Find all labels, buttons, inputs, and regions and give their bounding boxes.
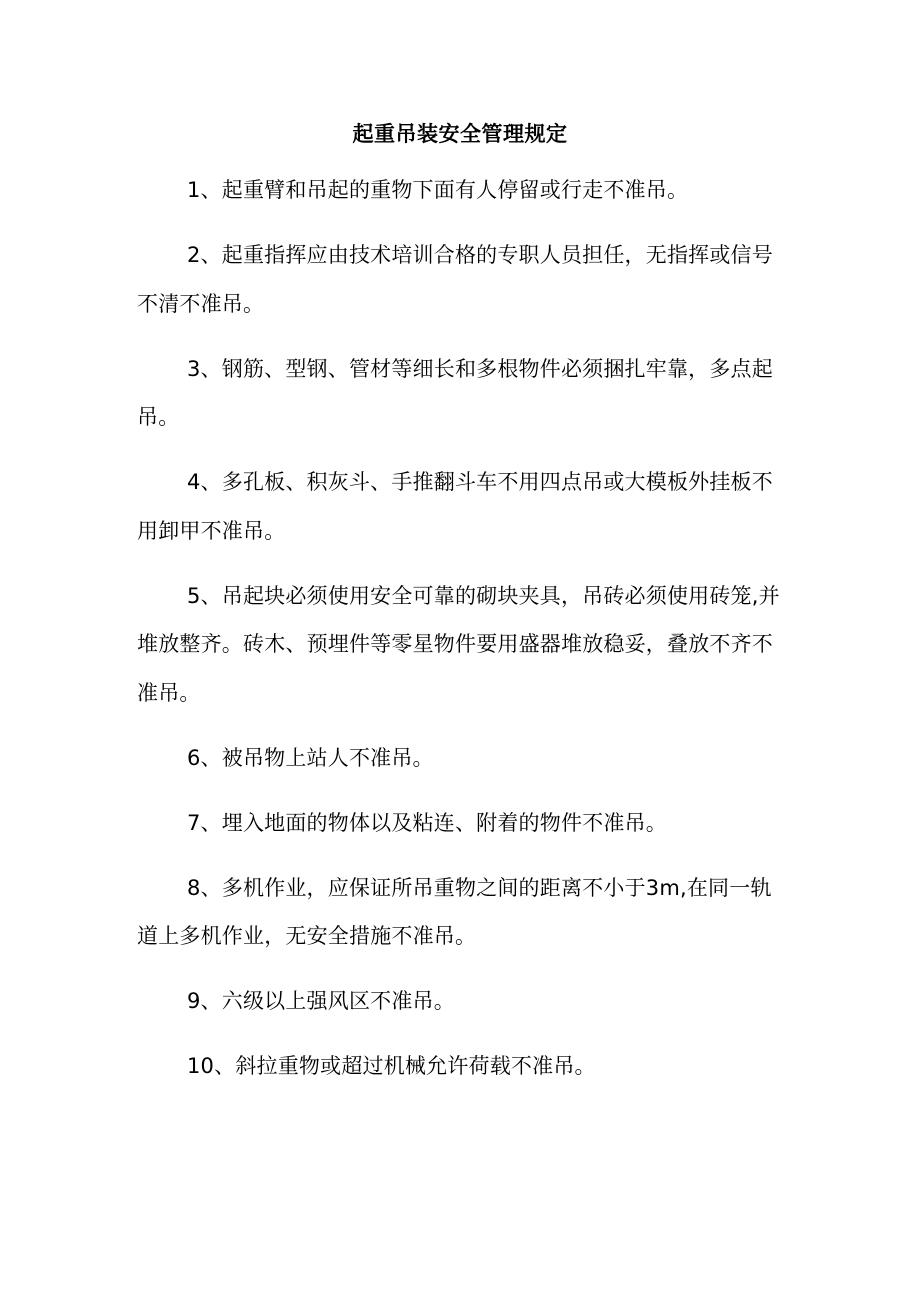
rules-list [137, 166, 787, 1107]
rule-item-7: 7、埋入地面的物体以及粘连、附着的物件不准吊。 [187, 810, 667, 835]
rule-item-8: 8、多机作业，应保证所吊重物之间的距离不小于3m,在同一轨 道上多机作业，无安全措施不准吊。 [137, 875, 772, 948]
rule-item-4: 4、多孔板、积灰斗、手推翻斗车不用四点吊或大模板外挂板不 用卸甲不准吊。 [137, 470, 773, 543]
rule-item-3: 3、钢筋、型钢、管材等细长和多根物件必须捆扎牢靠，多点起 吊。 [137, 356, 773, 429]
document-title: 起重吊装安全管理规定 [352, 122, 568, 146]
rule-item-2: 2、起重指挥应由技术培训合格的专职人员担任，无指挥或信号 不清不准吊。 [137, 243, 773, 316]
rule-item-6: 6、被吊物上站人不准吊。 [187, 745, 434, 770]
rule-item-5: 5、吊起块必须使用安全可靠的砌块夹具，吊砖必须使用砖笼,并 堆放整齐。砖木、预埋件等零星物件要用盛器堆放稳妥，叠放不齐不 准吊。 [137, 583, 780, 705]
rule-item-1: 1、起重臂和吊起的重物下面有人停留或行走不准吊。 [187, 178, 689, 202]
rule-item-9: 9、六级以上强风区不准吊。 [187, 989, 455, 1013]
rule-item-10: 10、斜拉重物或超过机械允许荷载不准吊。 [187, 1054, 596, 1078]
